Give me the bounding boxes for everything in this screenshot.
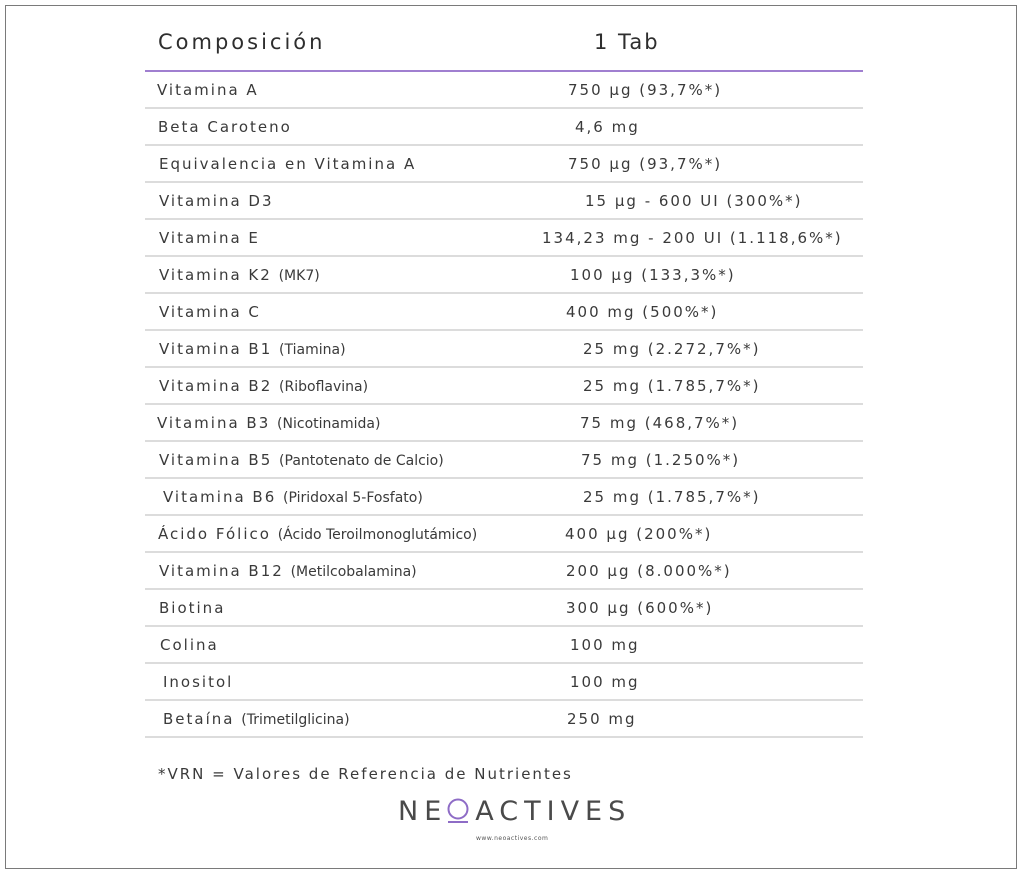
nutrient-value: 400 µg (200%*) [565,525,713,543]
brand-logo [398,796,632,848]
table-row [145,590,863,627]
nutrient-name: Vitamina B12 (Metilcobalamina) [159,562,417,580]
nutrient-value: 134,23 mg - 200 UI (1.118,6%*) [542,229,843,247]
nutrient-value: 75 mg (1.250%*) [581,451,741,469]
table-row [145,109,863,146]
nutrient-value: 4,6 mg [575,118,640,136]
nutrient-value: 25 mg (1.785,7%*) [583,488,761,506]
nutrient-value: 100 mg [570,673,640,691]
brand-name-prefix: NE [398,796,448,827]
nutrient-name: Vitamina B1 (Tiamina) [159,340,346,358]
header-composition: Composición [158,30,326,54]
nutrient-value: 200 µg (8.000%*) [566,562,732,580]
table-row [145,442,863,479]
nutrient-name: Colina [160,636,219,654]
nutrient-name: Vitamina C [159,303,261,321]
table-header [145,26,863,72]
nutrient-value: 25 mg (1.785,7%*) [583,377,761,395]
table-row [145,220,863,257]
nutrient-name: Vitamina B5 (Pantotenato de Calcio) [159,451,444,469]
o-mark-icon [447,798,469,824]
nutrient-value: 250 mg [567,710,637,728]
table-row [145,257,863,294]
table-row [145,146,863,183]
nutrient-value: 25 mg (2.272,7%*) [583,340,761,358]
nutrient-name: Vitamina B3 (Nicotinamida) [157,414,381,432]
nutrient-name: Vitamina A [157,81,259,99]
nutrient-name: Betaína (Trimetilglicina) [163,710,350,728]
nutrient-name: Inositol [163,673,234,691]
footnote-vrn: *VRN = Valores de Referencia de Nutrientes [158,765,573,783]
brand-wordmark [398,796,631,827]
nutrient-value: 750 µg (93,7%*) [568,81,723,99]
brand-url: www.neoactives.com [476,835,549,842]
table-row [145,479,863,516]
table-row [145,368,863,405]
nutrient-value: 750 µg (93,7%*) [568,155,723,173]
nutrient-name: Vitamina B6 (Piridoxal 5-Fosfato) [163,488,423,506]
table-row [145,183,863,220]
nutrient-name: Beta Caroteno [158,118,292,136]
brand-name-suffix: ACTIVES [475,796,632,827]
nutrient-name: Vitamina K2 (MK7) [159,266,320,284]
nutrient-value: 75 mg (468,7%*) [580,414,740,432]
header-dose: 1 Tab [594,30,660,54]
nutrient-name: Vitamina B2 (Riboflavina) [159,377,369,395]
table-row [145,701,863,738]
table-row [145,331,863,368]
nutrient-value: 400 mg (500%*) [566,303,719,321]
nutrient-value: 15 µg - 600 UI (300%*) [585,192,803,210]
table-row [145,664,863,701]
table-row [145,516,863,553]
nutrient-value: 100 mg [570,636,640,654]
nutrient-name: Vitamina E [159,229,260,247]
table-row [145,294,863,331]
table-row [145,72,863,109]
composition-table [145,26,863,738]
nutrient-value: 100 µg (133,3%*) [570,266,736,284]
nutrient-name: Biotina [159,599,226,617]
nutrient-name: Vitamina D3 [159,192,274,210]
nutrient-value: 300 µg (600%*) [566,599,714,617]
nutrient-name: Ácido Fólico (Ácido Teroilmonoglutámico) [158,525,478,543]
nutrient-name: Equivalencia en Vitamina A [159,155,417,173]
table-row [145,627,863,664]
table-row [145,405,863,442]
table-row [145,553,863,590]
